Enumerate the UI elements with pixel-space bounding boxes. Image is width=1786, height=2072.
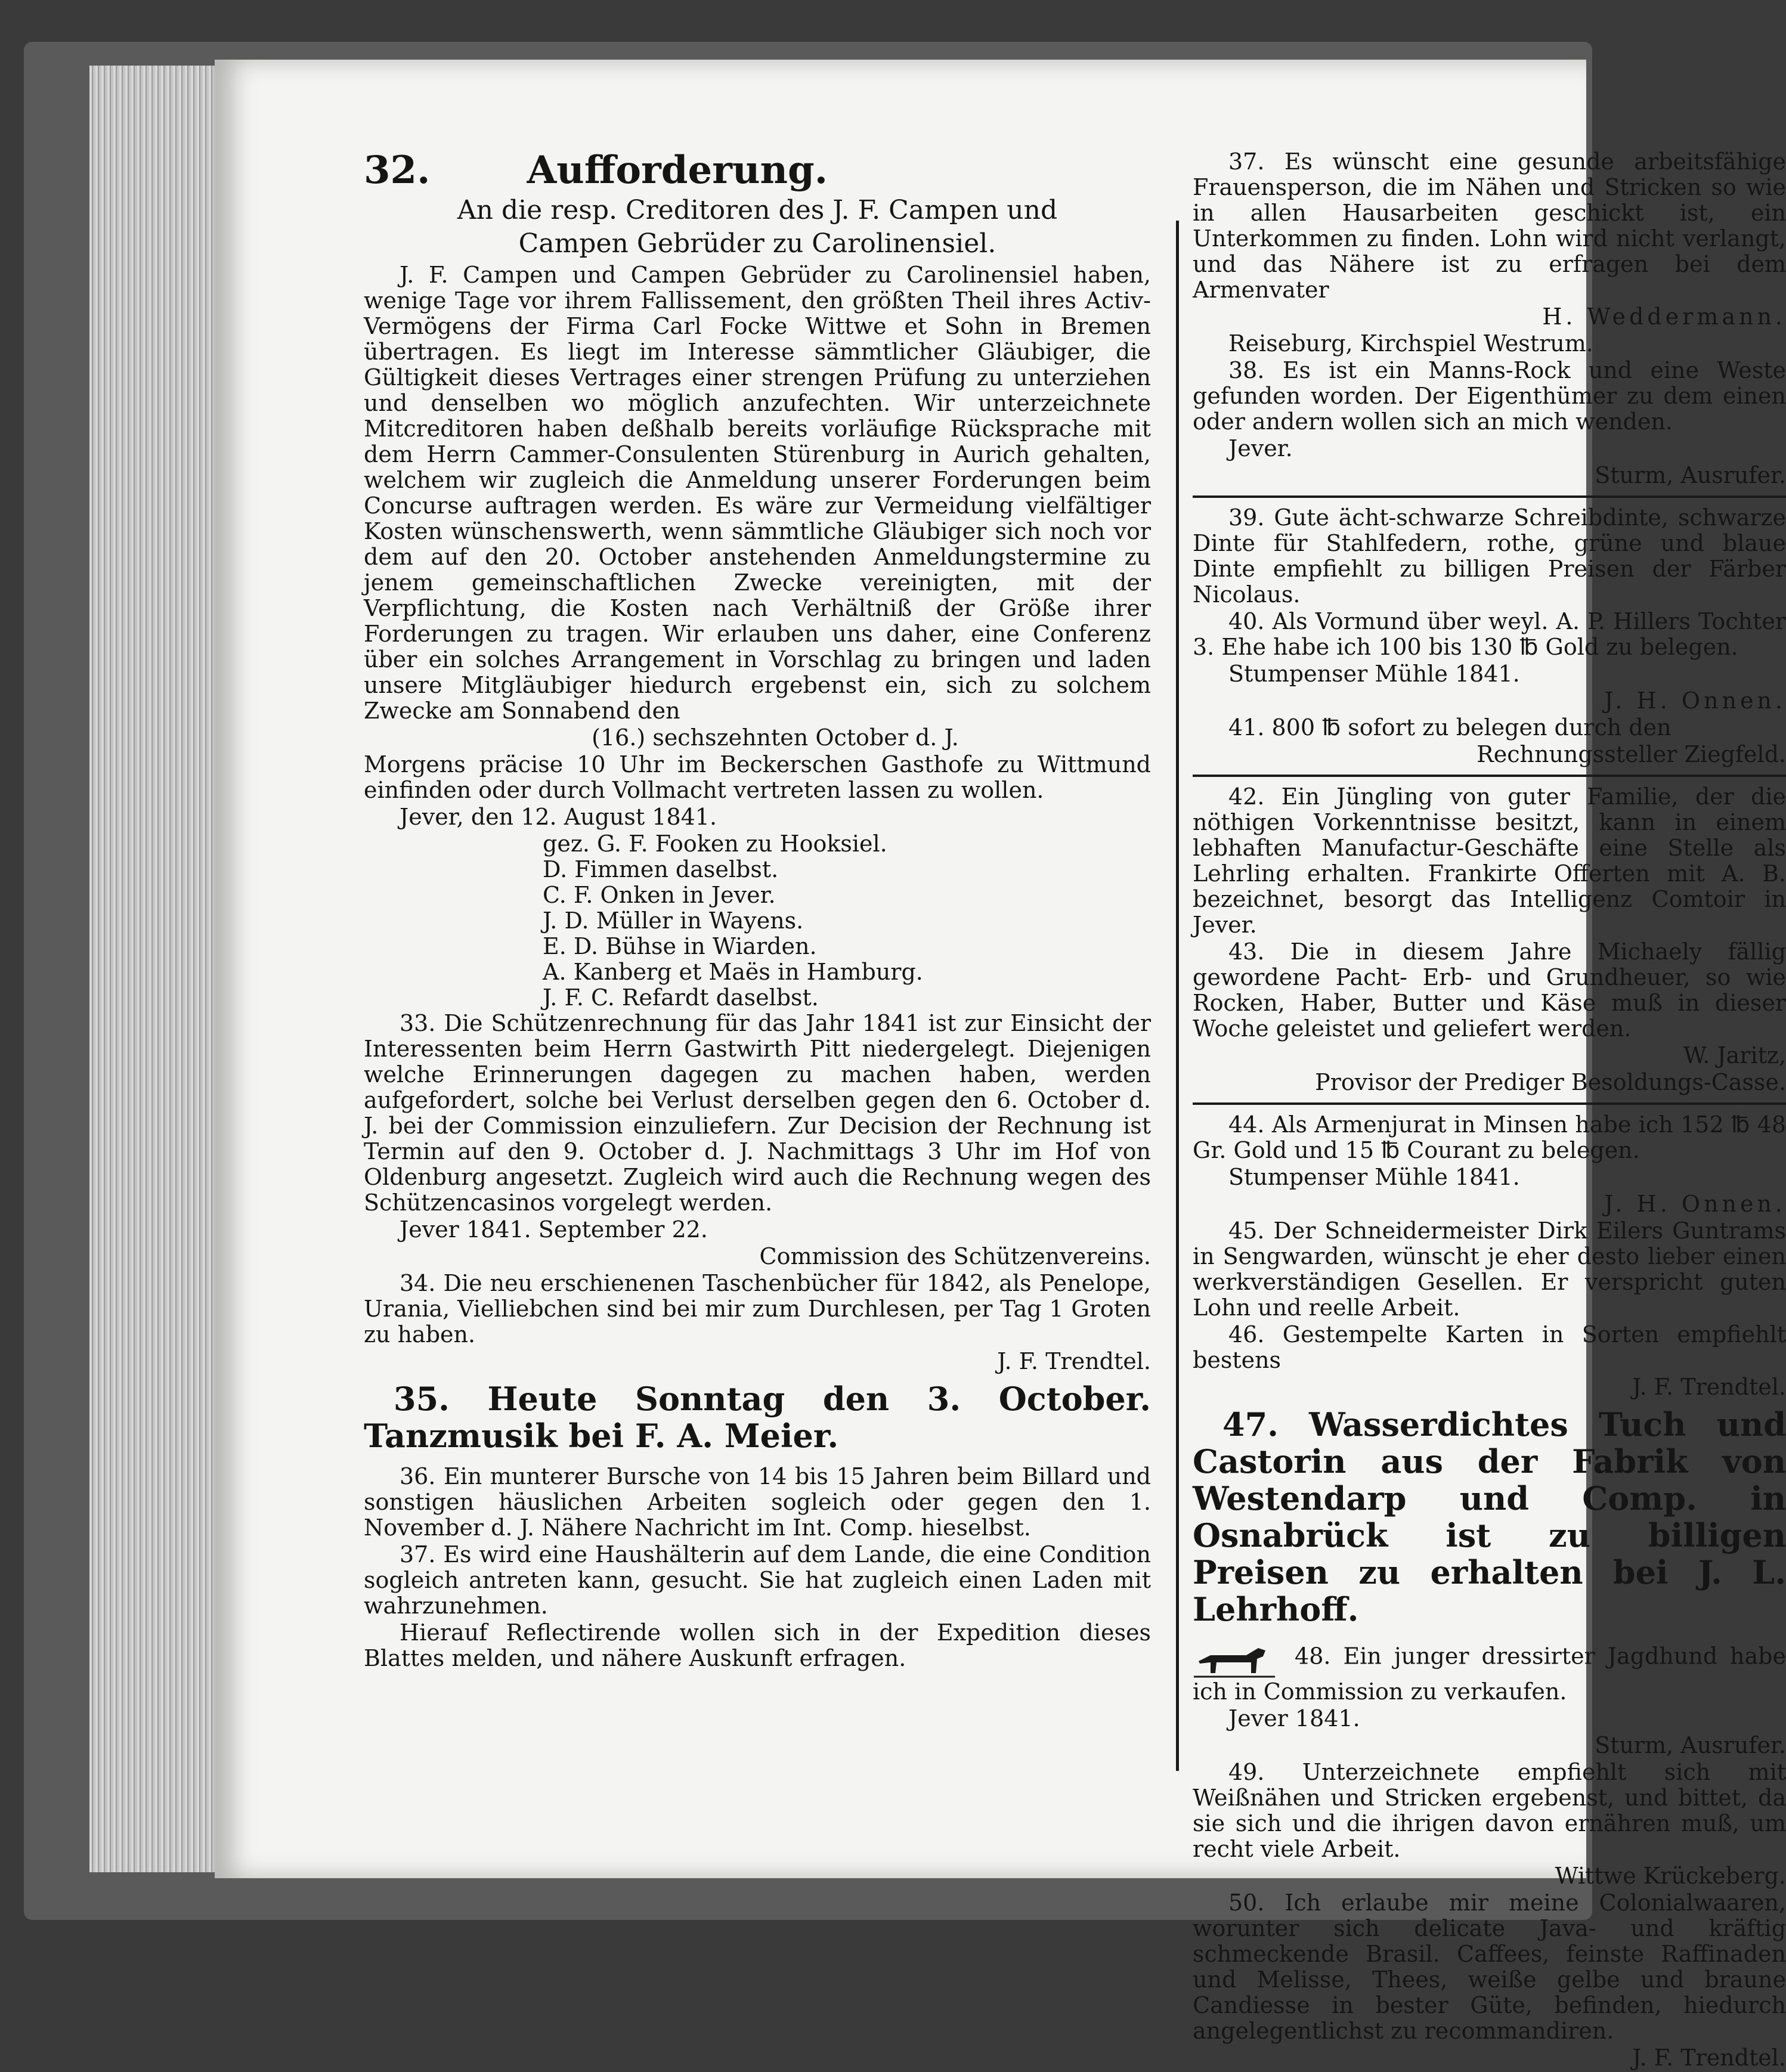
newspaper-page <box>215 60 1786 2071</box>
signer: J. D. Müller in Wayens. <box>543 908 804 934</box>
ad-43-sign-role: Provisor der Prediger Besoldungs-Casse. <box>1315 1069 1786 1095</box>
ad-33-sign: Commission des Schützenvereins. <box>759 1243 1151 1269</box>
ad-46-body: 46. Gestempelte Karten in Sorten empfiehlt bestens <box>1193 1321 1786 1373</box>
ad-48-sign: Sturm, Ausrufer. <box>1595 1732 1786 1758</box>
ad-38-place: Jever. <box>1228 435 1293 462</box>
ad-43-body: 43. Die in diesem Jahre Michaely fällig gewordene Pacht- Erb- und Grundheuer, so wie Rocken, Haber, Butter und Käse muß in dieser Woche geleistet und geliefert werden. <box>1193 939 1786 1042</box>
ad-32-subtitle-2: Campen Gebrüder zu Carolinensiel. <box>518 228 996 259</box>
ad-32-place: Jever, den 12. August 1841. <box>400 804 717 830</box>
ad-34-sign: J. F. Trendtel. <box>997 1348 1151 1374</box>
ad-32-continuation: Morgens präcise 10 Uhr im Beckerschen Gasthofe zu Wittmund einfinden oder durch Vollmacht vertreten lassen zu wollen. <box>364 751 1151 803</box>
ad-41-body: 41. 800 ℔ sofort zu belegen durch den <box>1228 714 1672 741</box>
ad-42-body: 42. Ein Jüngling von guter Familie, der die nöthigen Vorkenntnisse besitzt, kann in einem lebhaften Manufactur-Geschäfte eine Stelle als Lehrling erhalten. Frankirte Offerten mit A. B. bezeichnet, besorgt das Intelligenz Comtoir in Jever. <box>1193 783 1786 938</box>
ad-46-sign: J. F. Trendtel. <box>1632 1374 1786 1400</box>
ad-32-signers <box>364 831 1151 1011</box>
ad-34-body: 34. Die neu erschienenen Taschenbücher für 1842, als Penelope, Urania, Vielliebchen sind bei mir zum Durchlesen, per Tag 1 Groten zu haben. <box>364 1270 1151 1348</box>
ad-separator <box>1193 495 1786 498</box>
ad-separator <box>1193 1102 1786 1105</box>
ad-44-place: Stumpenser Mühle 1841. <box>1228 1164 1520 1190</box>
ad-50-sign: J. F. Trendtel. <box>1632 2045 1786 2071</box>
ad-40-body: 40. Als Vormund über weyl. A. P. Hillers Tochter 3. Ehe habe ich 100 bis 130 ℔ Gold zu belegen. <box>1193 608 1786 660</box>
ad-39-body: 39. Gute ächt-schwarze Schreibdinte, schwarze Dinte für Stahlfedern, rothe, grüne und blaue Dinte empfiehlt zu billigen Preisen der Färber Nicolaus. <box>1193 504 1786 608</box>
ad-44-sign: J. H. Onnen. <box>1604 1191 1786 1217</box>
ad-37b-place: Reiseburg, Kirchspiel Westrum. <box>1228 330 1593 357</box>
ad-41-sign: Rechnungssteller Ziegfeld. <box>1477 741 1786 767</box>
ad-37b-body: 37. Es wünscht eine gesunde arbeitsfähige Frauensperson, die im Nähen und Stricken so wie in allen Hausarbeiten geschickt ist, ein Unterkommen zu finden. Lohn wird nicht verlangt, und das Nähere ist zu erfragen bei dem Armenvater <box>1193 148 1786 303</box>
ad-50-body: 50. Ich erlaube mir meine Colonialwaaren, worunter sich delicate Java- und kräftig schmeckende Brasil. Caffees, feinste Raffinaden und Melisse, Thees, weiße gelbe und braune Candiesse in bester Güte, befinden, hiedurch angelegentlichst zu recommandiren. <box>1193 1890 1786 2044</box>
ad-37a-continuation: Hierauf Reflectirende wollen sich in der Expedition dieses Blattes melden, und nähere Auskunft erfragen. <box>364 1619 1151 1671</box>
ad-38-body: 38. Es ist ein Manns-Rock und eine Weste gefunden worden. Der Eigenthümer zu dem einen oder andern wollen sich an mich wenden. <box>1193 357 1786 435</box>
ad-36-body: 36. Ein munterer Bursche von 14 bis 15 Jahren beim Billard und sonstigen häuslichen Arbeiten sogleich oder gegen den 1. November d. J. Nähere Nachricht im Int. Comp. hieselbst. <box>364 1463 1151 1541</box>
ad-49-sign: Wittwe Krückeberg. <box>1555 1863 1786 1889</box>
ad-48-body: 48. Ein junger dressirter Jagdhund habe ich in Commission zu verkaufen. <box>1193 1643 1786 1705</box>
ad-44-body: 44. Als Armenjurat in Minsen habe ich 152 ℔ 48 Gr. Gold und 15 ℔ Courant zu belegen. <box>1193 1111 1786 1163</box>
ad-32-body: J. F. Campen und Campen Gebrüder zu Carolinensiel haben, wenige Tage vor ihrem Fallissement, den größten Theil ihres Activ-Vermögens der Firma Carl Focke Wittwe et Sohn in Bremen übertragen. Es liegt im Interesse sämmtlicher Gläubiger, die Gültigkeit dieses Vertrages einer strengen Prüfung zu unterziehen und denselben wo möglich anzufechten. Wir unterzeichnete Mitcreditoren haben deßhalb bereits vorläufige Rücksprache mit dem Herrn Cammer-Consulenten Stürenburg in Aurich gehalten, welchem wir zugleich die Anmeldung unserer Forderungen beim Concurse auftragen werden. Es wäre zur Vermeidung vielfältiger Kosten wünschenswerth, wenn sämmtliche Gläubiger sich noch vor dem auf den 20. October anstehenden Anmeldungstermine zu jenem gemeinschaftlichen Zwecke vereinigten, mit der Verpflichtung, die Kosten nach Verhältniß der Größe ihrer Forderungen zu tragen. Wir erlauben uns daher, eine Conferenz über ein solches Arrangement in Vorschlag zu bringen und laden unsere Mitgläubiger hiedurch ergebenst ein, sich zu solchem Zwecke am Sonnabend den <box>364 262 1151 724</box>
signer: E. D. Bühse in Wiarden. <box>543 933 817 959</box>
ad-35-text: 35. Heute Sonntag den 3. October. Tanzmusik bei F. A. Meier. <box>364 1380 1151 1455</box>
ad-33-body: 33. Die Schützenrechnung für das Jahr 1841 ist zur Einsicht der Interessenten beim Herrn Gastwirth Pitt niedergelegt. Diejenigen welche Erinnerungen dagegen zu machen haben, werden aufgefordert, solche bei Verlust derselben gegen den 6. October d. J. bei der Commission einzuliefern. Zur Decision der Rechnung ist Termin auf den 9. October d. J. Nachmittags 3 Uhr im Hof von Oldenburg angesetzt. Zugleich wird auch die Rechnung wegen des Schützencasinos vorgelegt werden. <box>364 1010 1151 1216</box>
ad-37a-body: 37. Es wird eine Haushälterin auf dem Lande, die eine Condition sogleich antreten kann, gesucht. Sie hat zugleich einen Laden mit wahrzunehmen. <box>364 1541 1151 1619</box>
ad-40-place: Stumpenser Mühle 1841. <box>1228 661 1520 687</box>
ad-32-number: 32. <box>364 148 431 193</box>
ad-32-subtitle-1: An die resp. Creditoren des J. F. Campen und <box>457 195 1058 225</box>
ad-40-sign: J. H. Onnen. <box>1604 687 1786 714</box>
column-rule <box>1176 221 1179 1771</box>
ad-45-body: 45. Der Schneidermeister Dirk Eilers Guntrams in Sengwarden, wünscht je eher desto lieber einen werkverständigen Gesellen. Er verspricht guten Lohn und reelle Arbeit. <box>1193 1218 1786 1321</box>
signer: C. F. Onken in Jever. <box>543 882 776 908</box>
signer: gez. G. F. Fooken zu Hooksiel. <box>543 831 887 857</box>
ad-separator <box>1193 775 1786 777</box>
ad-49-body: 49. Unterzeichnete empfiehlt sich mit Weißnähen und Stricken ergebenst, und bittet, da sie sich und die ihrigen davon ernähren muß, um recht viele Arbeit. <box>1193 1759 1786 1862</box>
ad-48-place: Jever 1841. <box>1228 1705 1360 1732</box>
signer: A. Kanberg et Maës in Hamburg. <box>543 959 923 985</box>
ad-32-title <box>364 149 1151 192</box>
ad-48-row <box>1193 1637 1786 1705</box>
ad-38-sign: Sturm, Ausrufer. <box>1595 462 1786 488</box>
ad-37b-sign: H. Weddermann. <box>1542 303 1786 330</box>
signer: D. Fimmen daselbst. <box>543 856 779 882</box>
ad-32-heading: Aufforderung. <box>527 148 828 193</box>
ad-47-text: 47. Wasserdichtes Tuch und Castorin aus der Fabrik von Westendarp und Comp. in Osnabrück ist zu billigen Preisen zu erhalten bei J. L. Lehrhoff. <box>1193 1405 1786 1628</box>
hunting-dog-icon <box>1193 1637 1276 1679</box>
ad-33-place: Jever 1841. September 22. <box>400 1216 708 1243</box>
signer: J. F. C. Refardt daselbst. <box>543 984 819 1011</box>
right-column <box>1193 149 1786 2072</box>
left-column <box>364 149 1151 1673</box>
ad-43-sign: W. Jaritz, <box>1683 1042 1786 1068</box>
ad-32-date-line: (16.) sechszehnten October d. J. <box>592 724 959 751</box>
page-edges <box>89 66 233 1872</box>
